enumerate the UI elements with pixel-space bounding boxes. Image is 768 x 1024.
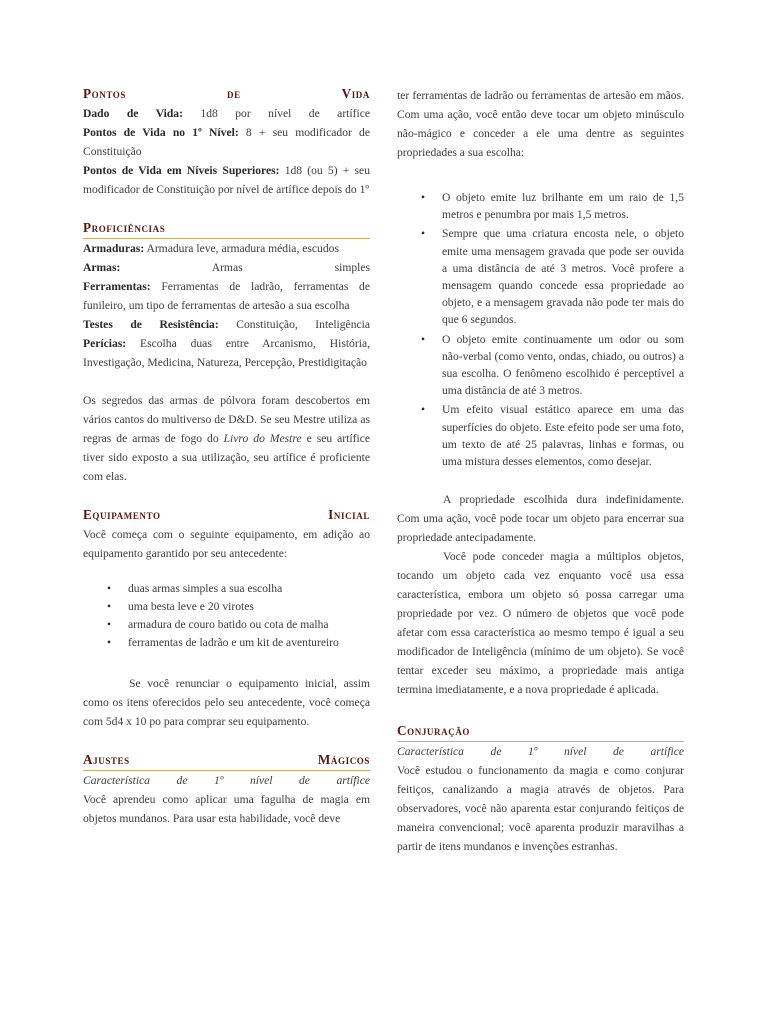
magical-tinkering-subtitle: Característica de 1º nível de artífice: [83, 774, 370, 787]
armor-value: Armadura leve, armadura média, escudos: [146, 242, 339, 255]
list-item: • Um efeito visual estático aparece em uma das superfícies do objeto. Este efeito pode ser uma foto, um texto de até 25 palavras, linhas e formas, ou uma mistura desses elementos, como desejar.: [442, 401, 684, 470]
hit-die-value: 1d8 por nível de artífice: [200, 107, 370, 120]
equipment-list: [83, 580, 370, 652]
equipment-gold-paragraph: Se você renunciar o equipamento inicial, assim como os itens oferecidos pelo seu antecedente, você começa com 5d4 x 10 po para comprar seu equipamento.: [83, 677, 370, 728]
tools-label: Ferramentas:: [83, 280, 151, 293]
left-column: [83, 84, 370, 828]
magical-tinkering-continued: ter ferramentas de ladrão ou ferramentas de artesão em mãos. Com uma ação, você então deve tocar um objeto minúsculo não-mágico e conceder a ele uma dentre as seguintes propriedades a sua escolha:: [397, 89, 684, 159]
spellcasting-heading: Conjuração: [397, 721, 684, 742]
hit-points-heading: Pontos de Vida: [83, 86, 370, 101]
weapons-line: [83, 258, 370, 277]
hit-die-line: [83, 104, 370, 123]
saves-label: Testes de Resistência:: [83, 318, 219, 331]
list-item: • O objeto emite luz brilhante em um raio de 1,5 metros e penumbra por mais 1,5 metros.: [442, 189, 684, 223]
firearms-paragraph: [83, 391, 370, 486]
magical-tinkering-text: Você aprendeu como aplicar uma fagulha de magia em objetos mundanos. Para usar esta habilidade, você deve: [83, 793, 370, 825]
firearms-text-end: e seu artífice tiver sido exposto a sua utilização, seu artífice é proficiente com elas.: [83, 432, 370, 483]
proficiencies-heading: Proficiências: [83, 218, 370, 239]
dungeon-masters-guide-title: Livro do Mestre: [223, 432, 302, 445]
firearms-text-start: Os segredos das armas de pólvora foram descobertos em vários cantos do multiverso de D&D. Se seu Mestre utiliza as regras de armas de fogo do: [83, 394, 370, 445]
hp-higher-levels-line: [83, 161, 370, 199]
right-column: [397, 86, 684, 856]
skills-value: Escolha duas entre Arcanismo, História, Investigação, Medicina, Natureza, Percepção, Prestidigitação: [83, 337, 370, 369]
list-item: • O objeto emite continuamente um odor ou som não-verbal (como vento, ondas, chiado, ou outros) a sua escolha. O fenômeno escolhido é perceptível a uma distância de até 3 metros.: [442, 331, 684, 400]
tools-value: Ferramentas de ladrão, ferramentas de funileiro, um tipo de ferramentas de artesão a sua escolha: [83, 280, 370, 312]
properties-list: [397, 189, 684, 470]
hp-first-level-line: [83, 123, 370, 161]
spellcasting-subtitle: Característica de 1º nível de artífice: [397, 745, 684, 759]
hit-die-label: Dado de Vida:: [83, 107, 183, 120]
list-item: • uma besta leve e 20 virotes: [128, 598, 370, 616]
skills-line: [83, 334, 370, 372]
equipment-intro: Você começa com o seguinte equipamento, em adição ao equipamento garantido por seu antecedente:: [83, 528, 370, 560]
hp-first-level-label: Pontos de Vida no 1º Nível:: [83, 126, 239, 139]
list-item: • armadura de couro batido ou cota de malha: [128, 616, 370, 634]
weapons-label: Armas:: [83, 261, 121, 274]
skills-label: Perícias:: [83, 337, 127, 350]
multiple-objects-paragraph: Você pode conceder magia a múltiplos objetos, tocando um objeto cada vez enquanto você usa essa característica, embora um objeto só possa carregar uma propriedade por vez. O número de objetos que você pode afetar com essa característica ao mesmo tempo é igual a seu modificador de Inteligência (mínimo de um objeto). Se você tentar exceder seu máximo, a propriedade mais antiga termina imediatamente, e a nova propriedade é aplicada.: [397, 550, 684, 697]
saves-line: [83, 315, 370, 334]
list-item: • ferramentas de ladrão e um kit de aventureiro: [128, 634, 370, 652]
tools-line: [83, 277, 370, 315]
armor-line: [83, 239, 370, 258]
spellcasting-text: Você estudou o funcionamento da magia e como conjurar feitiços, canalizando a magia através de objetos. Para observadores, você não aparenta estar conjurando feitiços de maneira convencional; você aparenta produzir maravilhas a partir de itens mundanos e invenções estranhas.: [397, 764, 684, 854]
hp-higher-levels-value: 1d8 (ou 5) + seu modificador de Constituição por nível de artífice depois do 1º: [83, 164, 370, 196]
weapons-value: Armas simples: [211, 261, 371, 274]
hp-higher-levels-label: Pontos de Vida em Níveis Superiores:: [83, 164, 280, 177]
saves-value: Constituição, Inteligência: [236, 318, 371, 331]
starting-equipment-heading: Equipamento Inicial: [83, 507, 370, 522]
duration-paragraph: A propriedade escolhida dura indefinidamente. Com uma ação, você pode tocar um objeto para encerrar sua propriedade antecipadamente.: [397, 493, 684, 545]
list-item: • duas armas simples a sua escolha: [128, 580, 370, 598]
hp-first-level-value: 8 + seu modificador de Constituição: [83, 126, 370, 158]
magical-tinkering-heading: Ajustes Mágicos: [83, 750, 370, 771]
list-item: • Sempre que uma criatura encosta nele, o objeto emite uma mensagem gravada que pode ser ouvida a uma distância de até 3 metros. Você profere a mensagem quando concede essa propriedade ao objeto, e a mensagem gravada não pode ter mais do que 6 segundos.: [442, 225, 684, 328]
armor-label: Armaduras:: [83, 242, 145, 255]
